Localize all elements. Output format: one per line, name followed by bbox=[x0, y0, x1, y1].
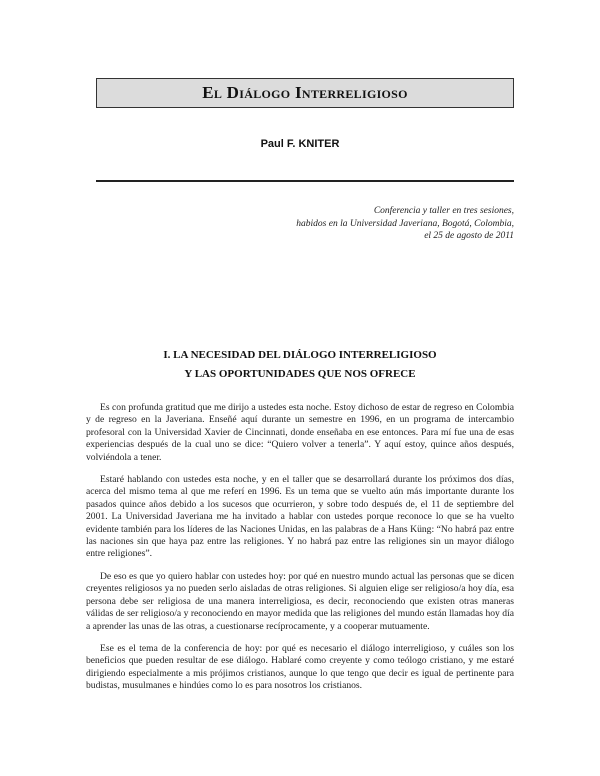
horizontal-rule bbox=[96, 180, 514, 182]
paragraph-text: Estaré hablando con ustedes esta noche, y en el taller que se desarrollará durante los próximos dos días, acerca del mismo tema al que me referí en 1996. Es un tema que se vuelto aún más importante durante los pasados quince años debido a los sucesos que ocurrieron, y sobre todo después de, el 11 de septiembre del 2001. La Universidad Javeriana me ha invitado a hablar con ustedes porque reconoce lo que se ha vuelto evidente también para los líderes de las Naciones Unidas, en las palabras de a Hans Küng: “No habrá paz entre las naciones sin que haya paz entre las religiones. Y no habrá paz entre las religiones sin un mayor diálogo entre religiones”. bbox=[86, 474, 514, 560]
section-heading-line: I. LA NECESIDAD DEL DIÁLOGO INTERRELIGIOSO bbox=[163, 349, 437, 361]
paragraph bbox=[86, 474, 514, 561]
paragraph-text: De eso es que yo quiero hablar con ustedes hoy: por qué en nuestro mundo actual las personas que se dicen creyentes religiosos ya no pueden serlo aisladas de otras religiones. Si alguien elige ser religioso/a hoy día, esa persona debe ser religiosa de una manera interreligiosa, es decir, reconociendo que existen otras maneras válidas de ser religioso/a y reconociendo en mayor medida que las religiones del mundo están llamadas hoy día a aprender las unas de las otras, a cuestionarse recíprocamente, y a cooperar mutuamente. bbox=[86, 570, 514, 632]
conference-note bbox=[194, 205, 514, 243]
paragraph-text: Es con profunda gratitud que me dirijo a ustedes esta noche. Estoy dichoso de estar de regreso en Colombia y de regreso en la Javeriana. Enseñé aquí durante un semestre en 1996, en un programa de intercambio profesoral con la Universidad Xavier de Cincinnati, donde enseñaba en ese entonces. Para mí fue una de esas experiencias después de la cual uno se dice: “Quiero volver a tenerla”. Y aquí estoy, quince años después, volviéndola a tener. bbox=[86, 402, 514, 463]
section-heading bbox=[0, 346, 600, 384]
body-text bbox=[86, 402, 514, 703]
note-line: Conferencia y taller en tres sesiones, bbox=[373, 206, 514, 216]
note-line: el 25 de agosto de 2011 bbox=[424, 231, 514, 241]
section-heading-line: Y LAS OPORTUNIDADES QUE NOS OFRECE bbox=[184, 368, 416, 380]
paragraph bbox=[86, 571, 514, 633]
paragraph bbox=[86, 643, 514, 693]
note-line: habidos en la Universidad Javeriana, Bogotá, Colombia, bbox=[296, 218, 514, 229]
author-name: Paul F. KNITER bbox=[260, 138, 340, 150]
document-title: El Diálogo Interreligioso bbox=[202, 83, 408, 102]
paragraph bbox=[86, 402, 514, 464]
paragraph-text: Ese es el tema de la conferencia de hoy: por qué es necesario el diálogo interreligioso, y cuáles son los beneficios que pueden resultar de ese diálogo. Hablaré como creyente y como teólogo cristiano, y me estaré dirigiendo especialmente a mis prójimos cristianos, aunque lo que tengo que decir es igual de pertinente para budistas, musulmanes e hindúes como lo es para nosotros los cristianos. bbox=[86, 642, 514, 692]
title-box bbox=[96, 78, 514, 108]
